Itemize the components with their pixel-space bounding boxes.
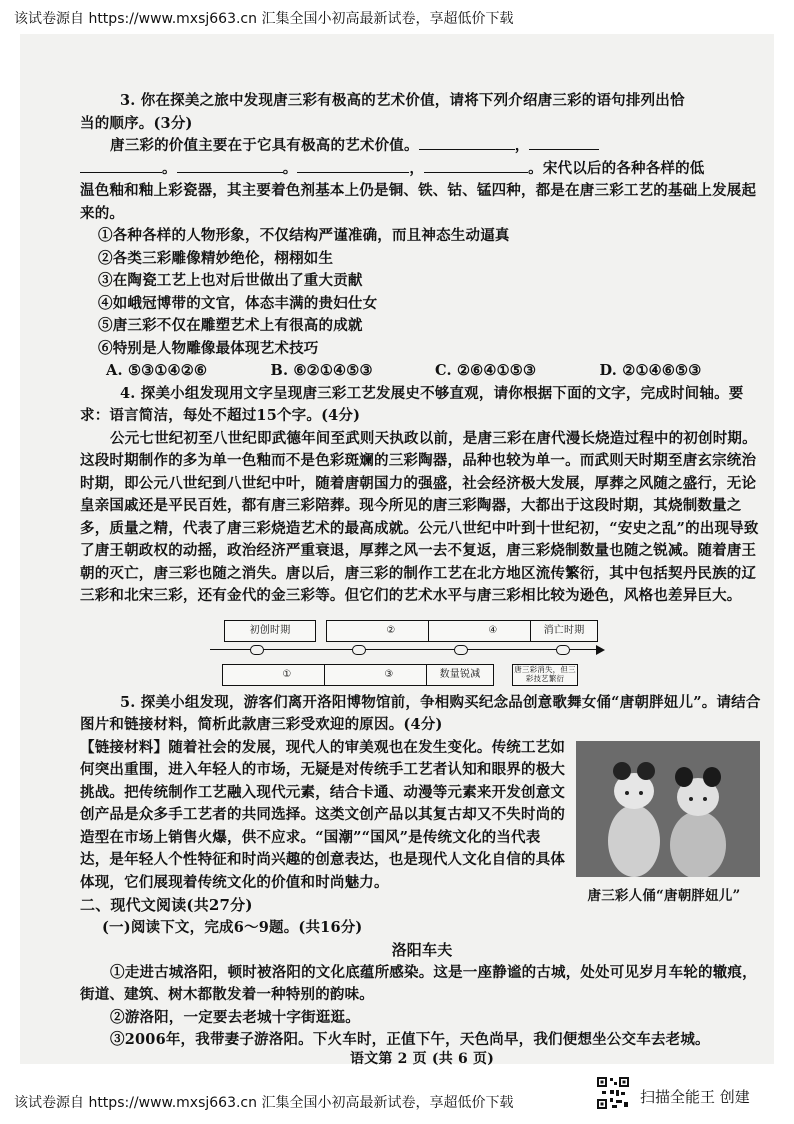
choice-b[interactable]: B. ⑥②①④⑤③ bbox=[270, 362, 373, 379]
q3-choices bbox=[80, 360, 764, 383]
timeline-box-legacy: 唐三彩消失，但三彩技艺繁衍 bbox=[512, 664, 578, 686]
timeline-blank-3[interactable]: ③ bbox=[324, 664, 454, 686]
link-label: 【链接材料】 bbox=[80, 738, 169, 756]
q3-stem-line2: 当的顺序。(3分) bbox=[80, 114, 193, 132]
timeline-blank-1[interactable]: ① bbox=[222, 664, 352, 686]
q4-stem: 4. 探美小组发现用文字呈现唐三彩工艺发展史不够直观，请你根据下面的文字，完成时间轴。要求：语言简洁，每处不超过15个字。(4分) bbox=[80, 384, 744, 424]
q3-item: ①各种各样的人物形象，不仅结构严谨准确，而且神态生动逼真 bbox=[98, 227, 510, 244]
source-banner-top: 该试卷源自 https://www.mxsj663.cn 汇集全国小初高最新试卷，享超低价下载 bbox=[14, 11, 514, 27]
punct: 。 bbox=[162, 159, 177, 177]
section-subheading: (一)阅读下文，完成6～9题。(共16分) bbox=[102, 918, 363, 936]
q3-item: ④如峨冠博带的文官，体态丰满的贵妇仕女 bbox=[98, 294, 378, 312]
timeline-top-box-2[interactable]: ④ bbox=[428, 620, 558, 642]
timeline-arrow bbox=[596, 645, 605, 655]
timeline-top-box-3: 消亡时期 bbox=[530, 620, 598, 642]
q3-fill-line bbox=[80, 135, 764, 158]
q5-link-block bbox=[80, 737, 764, 904]
timeline-node bbox=[352, 645, 366, 655]
punct: ， bbox=[514, 137, 530, 154]
article-para-2: ②游洛阳，一定要去老城十字街逛逛。 bbox=[110, 1008, 360, 1026]
timeline-diagram bbox=[80, 614, 764, 686]
timeline-box-initial: 初创时期 bbox=[224, 620, 316, 642]
scanned-page bbox=[20, 34, 774, 1067]
q3-item: ③在陶瓷工艺上也对后世做出了重大贡献 bbox=[98, 272, 363, 289]
punct: 。 bbox=[528, 159, 543, 177]
section-heading: 二、现代文阅读(共27分) bbox=[80, 896, 253, 914]
q3-para-rest: 温色釉和釉上彩瓷器，其主要着色剂基本上仍是铜、铁、钴、锰四种，都是在唐三彩工艺的基础上发展起来的。 bbox=[80, 182, 757, 222]
timeline-box-decline: 数量锐减 bbox=[426, 664, 494, 686]
figurine-caption: 唐三彩人俑“唐朝胖妞儿” bbox=[587, 887, 741, 904]
q3-item: ⑤唐三彩不仅在雕塑艺术上有很高的成就 bbox=[98, 317, 363, 334]
q3-stem-line1: 3. 你在探美之旅中发现唐三彩有极高的艺术价值，请将下列介绍唐三彩的语句排列出恰 bbox=[120, 92, 685, 109]
blank-5[interactable] bbox=[297, 158, 409, 173]
blank-1[interactable] bbox=[419, 135, 515, 150]
choice-c[interactable]: C. ②⑥④①⑤③ bbox=[435, 362, 537, 379]
q3-item: ②各类三彩雕像精妙绝伦，栩栩如生 bbox=[98, 249, 334, 267]
figurine-photo bbox=[576, 741, 760, 877]
punct: 。 bbox=[282, 159, 298, 177]
q5-link-text bbox=[80, 737, 566, 895]
timeline-axis bbox=[210, 649, 598, 651]
timeline-top-box-1[interactable]: ② bbox=[326, 620, 456, 642]
page-number: 语文第 2 页 (共 6 页) bbox=[349, 1051, 495, 1067]
scanner-brand: 扫描全能王 创建 bbox=[640, 1088, 750, 1106]
blank-3[interactable] bbox=[80, 158, 162, 173]
figurine-illustration bbox=[576, 741, 760, 877]
source-banner-bottom: 该试卷源自 https://www.mxsj663.cn 汇集全国小初高最新试卷，享超低价下载 bbox=[14, 1095, 514, 1111]
timeline-node bbox=[454, 645, 468, 655]
q5-stem: 5. 探美小组发现，游客们离开洛阳博物馆前，争相购买纪念品创意歌舞女俑“唐朝胖妞儿”。请结合图片和链接材料，简析此款唐三彩受欢迎的原因。(4分) bbox=[80, 693, 761, 733]
timeline-node bbox=[556, 645, 570, 655]
article-para-1: ①走进古城洛阳，顿时被洛阳的文化底蕴所感染。这是一座静谧的古城，处处可见岁月车轮的辙痕，街道、建筑、树木都散发着一种特别的韵味。 bbox=[80, 963, 757, 1003]
article-title: 洛阳车夫 bbox=[391, 941, 453, 959]
punct: ， bbox=[409, 159, 425, 177]
link-body: 随着社会的发展，现代人的审美观也在发生变化。传统工艺如何突出重围，进入年轻人的市场，无疑是对传统手工艺者认知和眼界的极大挑战。把传统制作工艺融入现代元素，结合卡通、动漫等元素来开发创意文创产品是众多手工艺者的共同选择。这类文创产品以其复古却又不失时尚的造型在市场上销售火爆，供不应求。“国潮”“国风”是传统文化的当代表达，是年轻人个性特征和时尚兴趣的创意表达，也是现代人文化自信的具体体现，它们展现着传统文化的价值和时尚魅力。 bbox=[80, 738, 566, 891]
timeline-node bbox=[250, 645, 264, 655]
q3-item: ⑥特别是人物雕像最体现艺术技巧 bbox=[98, 339, 319, 357]
q3-stem-end: 宋代以后的各种各样的低 bbox=[542, 159, 705, 177]
page-content bbox=[80, 90, 764, 1067]
q4-passage: 公元七世纪初至八世纪即武德年间至武则天执政以前，是唐三彩在唐代漫长烧造过程中的初创时期。这段时期制作的多为单一色釉而不是色彩斑斓的三彩陶器，品种也较为单一。而武则天时期至唐玄宗统治时期，即公元八世纪到八世纪中叶，随着唐朝国力的强盛，社会经济极大发展，厚葬之风随之盛行，无论皇亲国戚还是平民百姓，都有唐三彩陪葬。现今所见的唐三彩陶器，大都出于这段时期，其烧制数量之多，质量之精，代表了唐三彩烧造艺术的最高成就。公元八世纪中叶到十世纪初，“安史之乱”的出现导致了唐王朝政权的动摇，政治经济严重衰退，厚葬之风一去不复返，唐三彩烧制数量也随之锐减。随着唐王朝的灭亡，唐三彩也随之消失。唐以后，唐三彩的制作工艺在北方地区流传繁衍，其中包括契丹民族的辽三彩和北宋三彩，还有金代的金三彩等。但它们的艺术水平与唐三彩相比较为逊色，风格也差异巨大。 bbox=[80, 429, 759, 604]
q3-stem-start: 唐三彩的价值主要在于它具有极高的艺术价值。 bbox=[110, 137, 419, 154]
q3-fill-line-2 bbox=[80, 158, 764, 181]
blank-4[interactable] bbox=[177, 158, 283, 173]
blank-6[interactable] bbox=[424, 158, 528, 173]
article-para-3: ③2006年，我带妻子游洛阳。下火车时，正值下午，天色尚早，我们便想坐公交车去老城。 bbox=[110, 1031, 710, 1048]
choice-a[interactable]: A. ⑤③①④②⑥ bbox=[106, 362, 208, 379]
qr-code-icon bbox=[596, 1076, 630, 1110]
choice-d[interactable]: D. ②①④⑥⑤③ bbox=[599, 362, 702, 379]
blank-2[interactable] bbox=[529, 135, 599, 150]
